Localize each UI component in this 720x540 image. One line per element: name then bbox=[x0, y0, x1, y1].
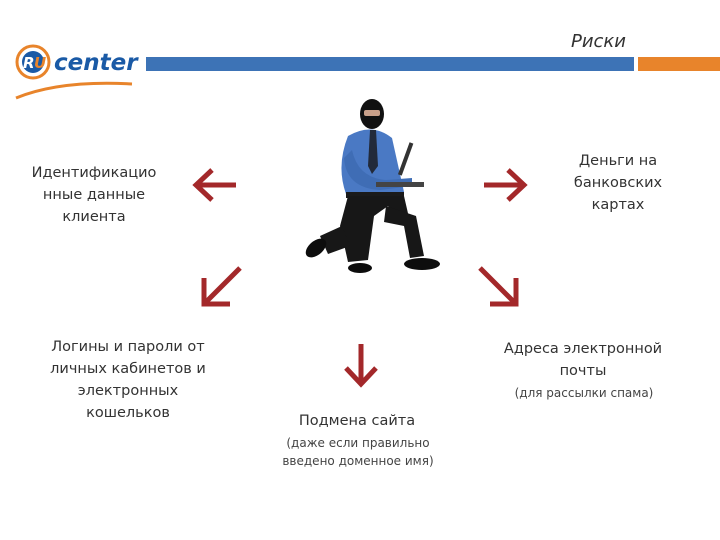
svg-text:center: center bbox=[54, 50, 138, 76]
label-email-note: (для рассылки спама) bbox=[514, 386, 654, 400]
arrow-down-icon bbox=[336, 340, 386, 390]
arrow-down-left-icon bbox=[196, 262, 246, 312]
label-money: Деньги на банковских картах bbox=[573, 153, 663, 213]
arrow-left-icon bbox=[190, 160, 240, 210]
header-bar-orange bbox=[638, 57, 720, 71]
label-logins: Логины и пароли от личных кабинетов и электронных кошельков bbox=[50, 339, 206, 421]
label-identity: Идентификацио нные данные клиента bbox=[31, 165, 157, 225]
svg-text:U: U bbox=[34, 54, 47, 72]
arrow-down-right-icon bbox=[474, 262, 524, 312]
slide-title: Риски bbox=[570, 31, 626, 52]
label-site-note: (даже если правильно введено доменное имя) bbox=[282, 436, 434, 468]
arrow-right-icon bbox=[480, 160, 530, 210]
hacker-figure bbox=[276, 96, 444, 282]
header-bar-blue bbox=[146, 57, 634, 71]
ru-center-logo bbox=[10, 40, 140, 102]
label-site: Подмена сайта bbox=[298, 413, 416, 429]
svg-text:R: R bbox=[23, 54, 35, 72]
label-email: Адреса электронной почты bbox=[503, 341, 663, 379]
